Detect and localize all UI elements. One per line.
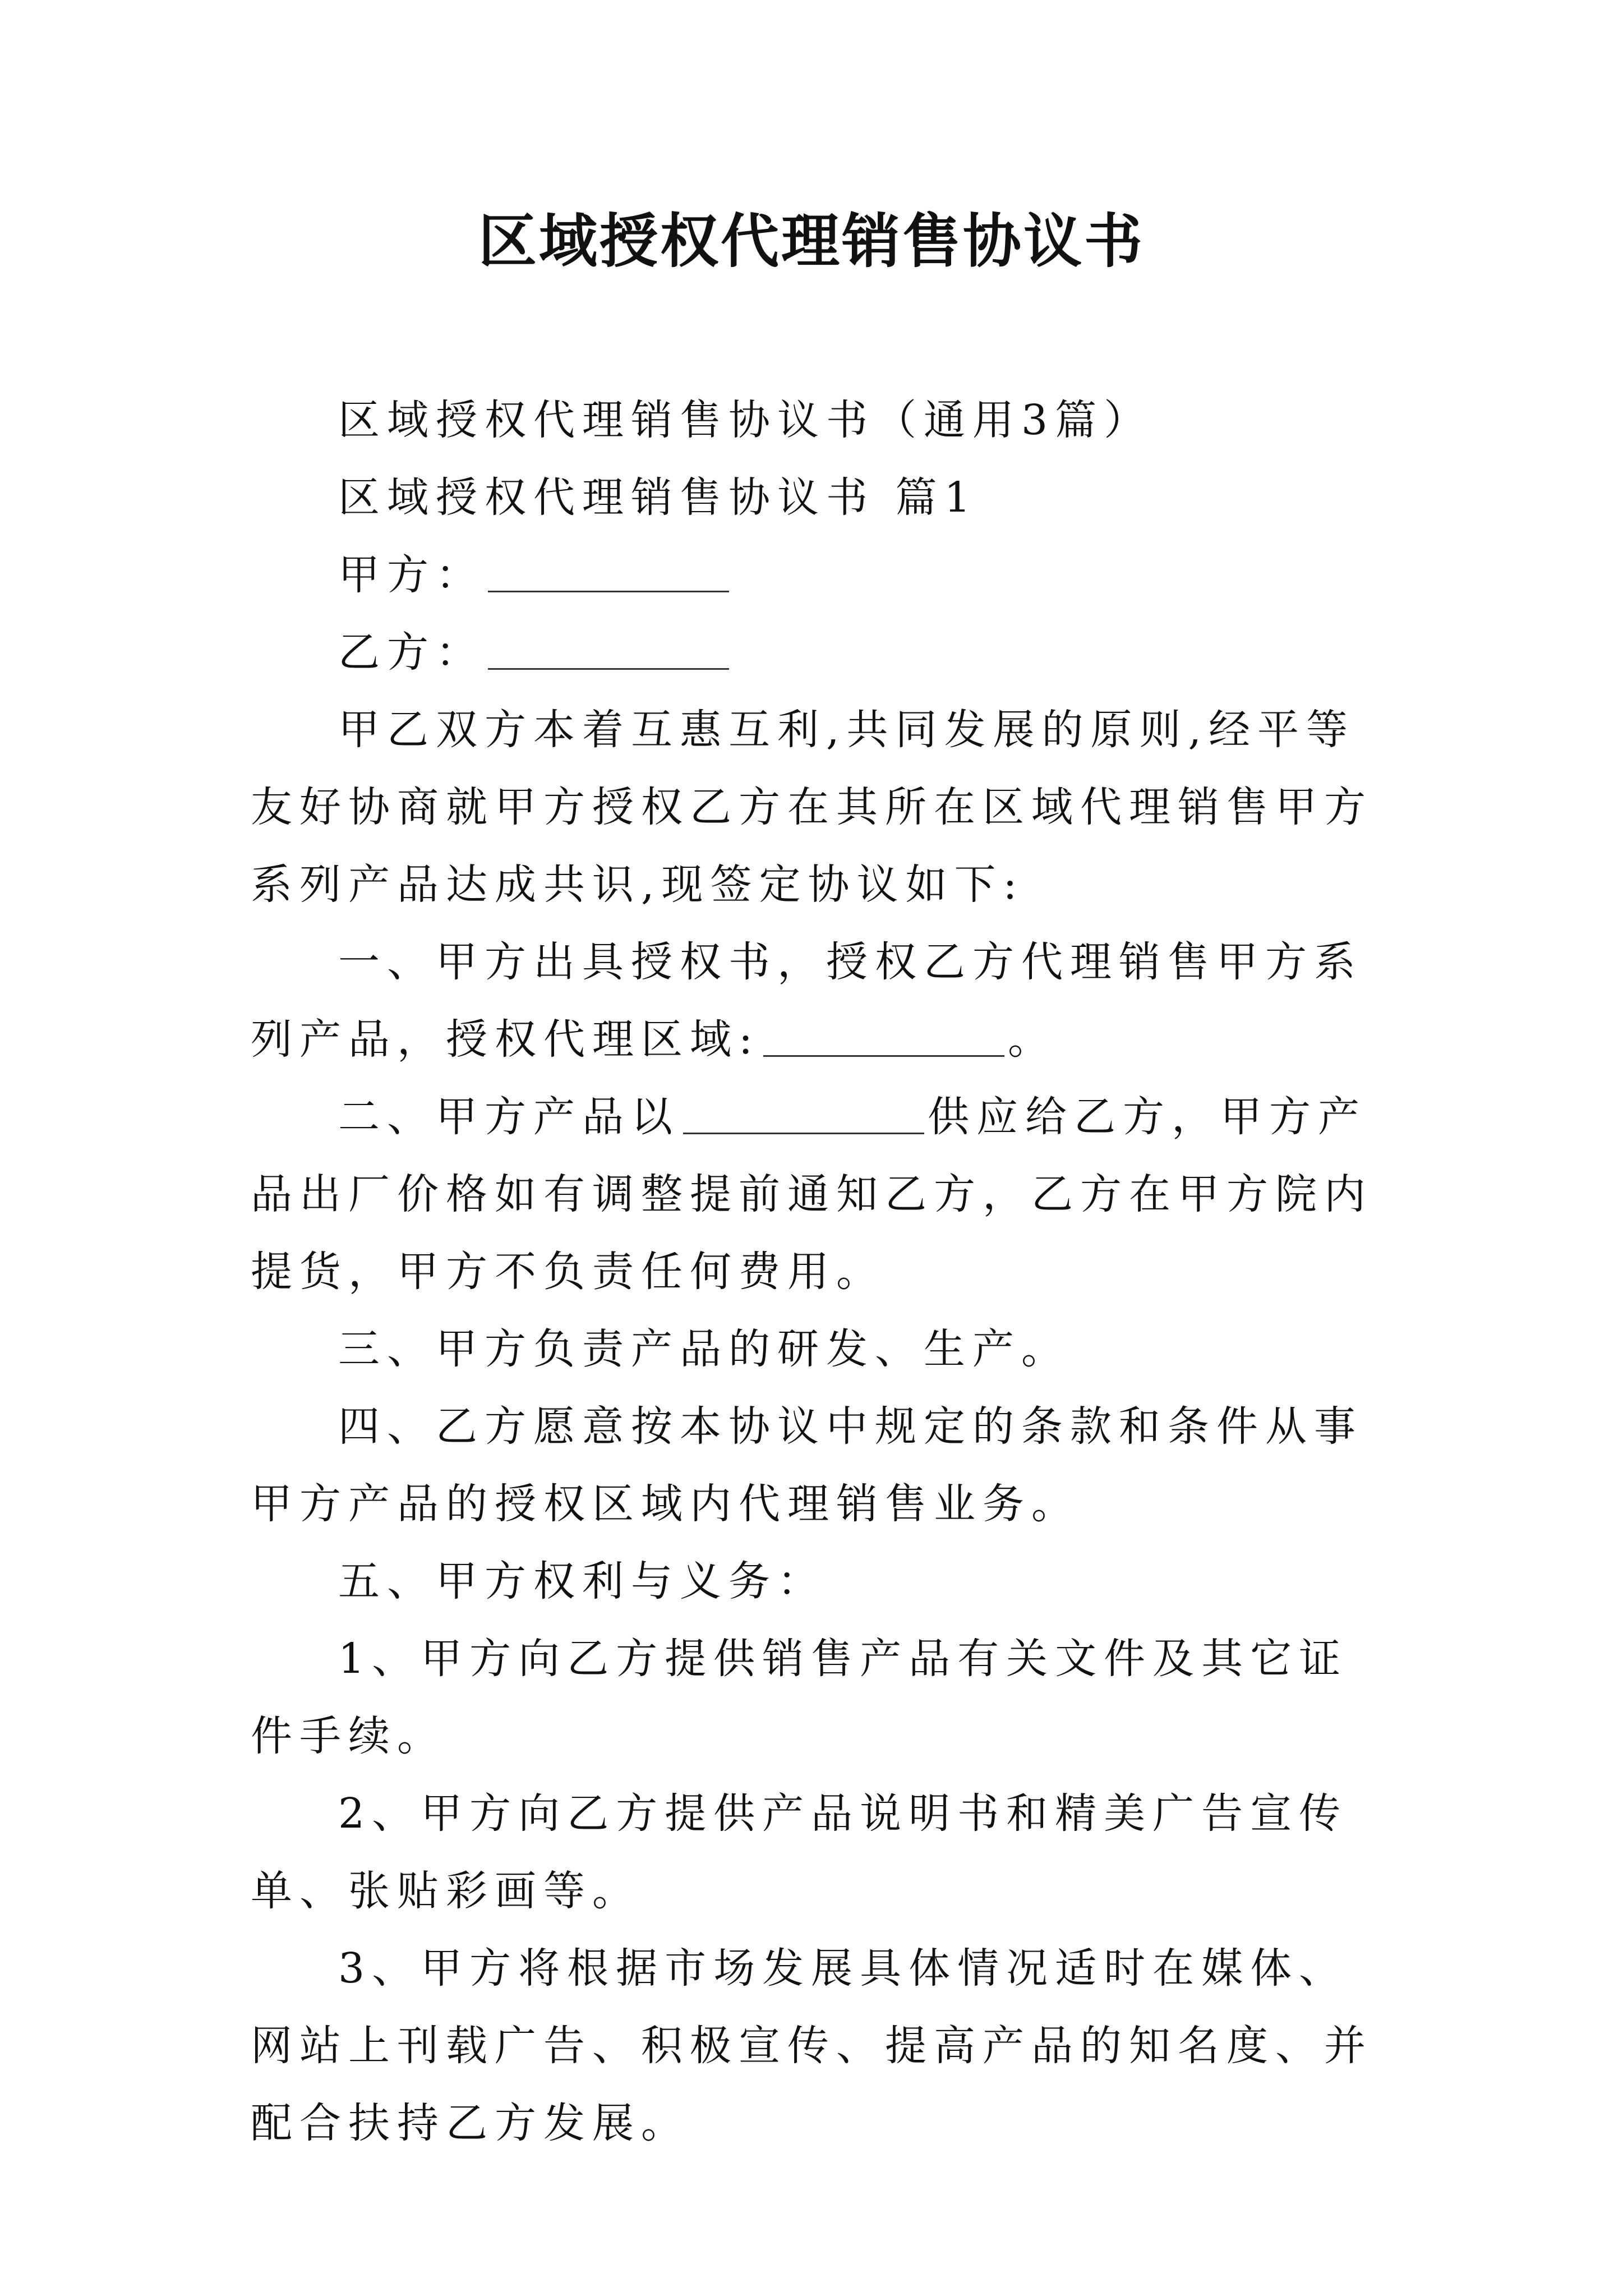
document-subtitle: 区域授权代理销售协议书（通用3篇） [338,396,1153,444]
clause-1 [251,923,1389,1078]
party-a-line [251,536,1389,614]
clause-2-text-start: 二、甲方产品以 [338,1093,680,1141]
party-b-blank [488,629,729,670]
party-a-blank [488,551,729,592]
document-body [251,381,1389,2162]
clause-4: 四、乙方愿意按本协议中规定的条款和条件从事甲方产品的授权区域内代理销售业务。 [251,1402,1363,1528]
party-b-label: 乙方： [338,628,485,677]
clause-5-item-1: 1、甲方向乙方提供销售产品有关文件及其它证件手续。 [251,1635,1348,1760]
clause-3: 三、甲方负责产品的研发、生产。 [338,1325,1070,1373]
clause-5-item-2: 2、甲方向乙方提供产品说明书和精美广告宣传单、张贴彩画等。 [251,1789,1348,1915]
party-b-line [251,614,1389,691]
clause-2 [251,1078,1389,1310]
party-a-label: 甲方： [338,551,485,599]
clause-2-text-end: 供应给乙方，甲方产品出厂价格如有调整提前通知乙方，乙方在甲方院内提货，甲方不负责任何费用。 [251,1093,1373,1296]
clause-5-item-3: 3、甲方将根据市场发展具体情况适时在媒体、网站上刊载广告、积极宣传、提高产品的知名度、并配合扶持乙方发展。 [251,1944,1373,2147]
document-title: 区域授权代理销售协议书 [478,206,1145,275]
clause-1-end: 。 [1007,1015,1057,1064]
intro-paragraph: 甲乙双方本着互惠互利,共同发展的原则,经平等友好协商就甲方授权乙方在其所在区域代理销售甲方系列产品达成共识,现签定协议如下: [251,706,1373,909]
part-heading: 区域授权代理销售协议书 篇1 [338,473,978,522]
authorized-region-blank [763,1016,1004,1057]
supply-terms-blank [683,1093,924,1134]
clause-1-text: 一、甲方出具授权书，授权乙方代理销售甲方系列产品，授权代理区域: [251,938,1363,1064]
clause-5: 五、甲方权利与义务： [338,1557,826,1605]
